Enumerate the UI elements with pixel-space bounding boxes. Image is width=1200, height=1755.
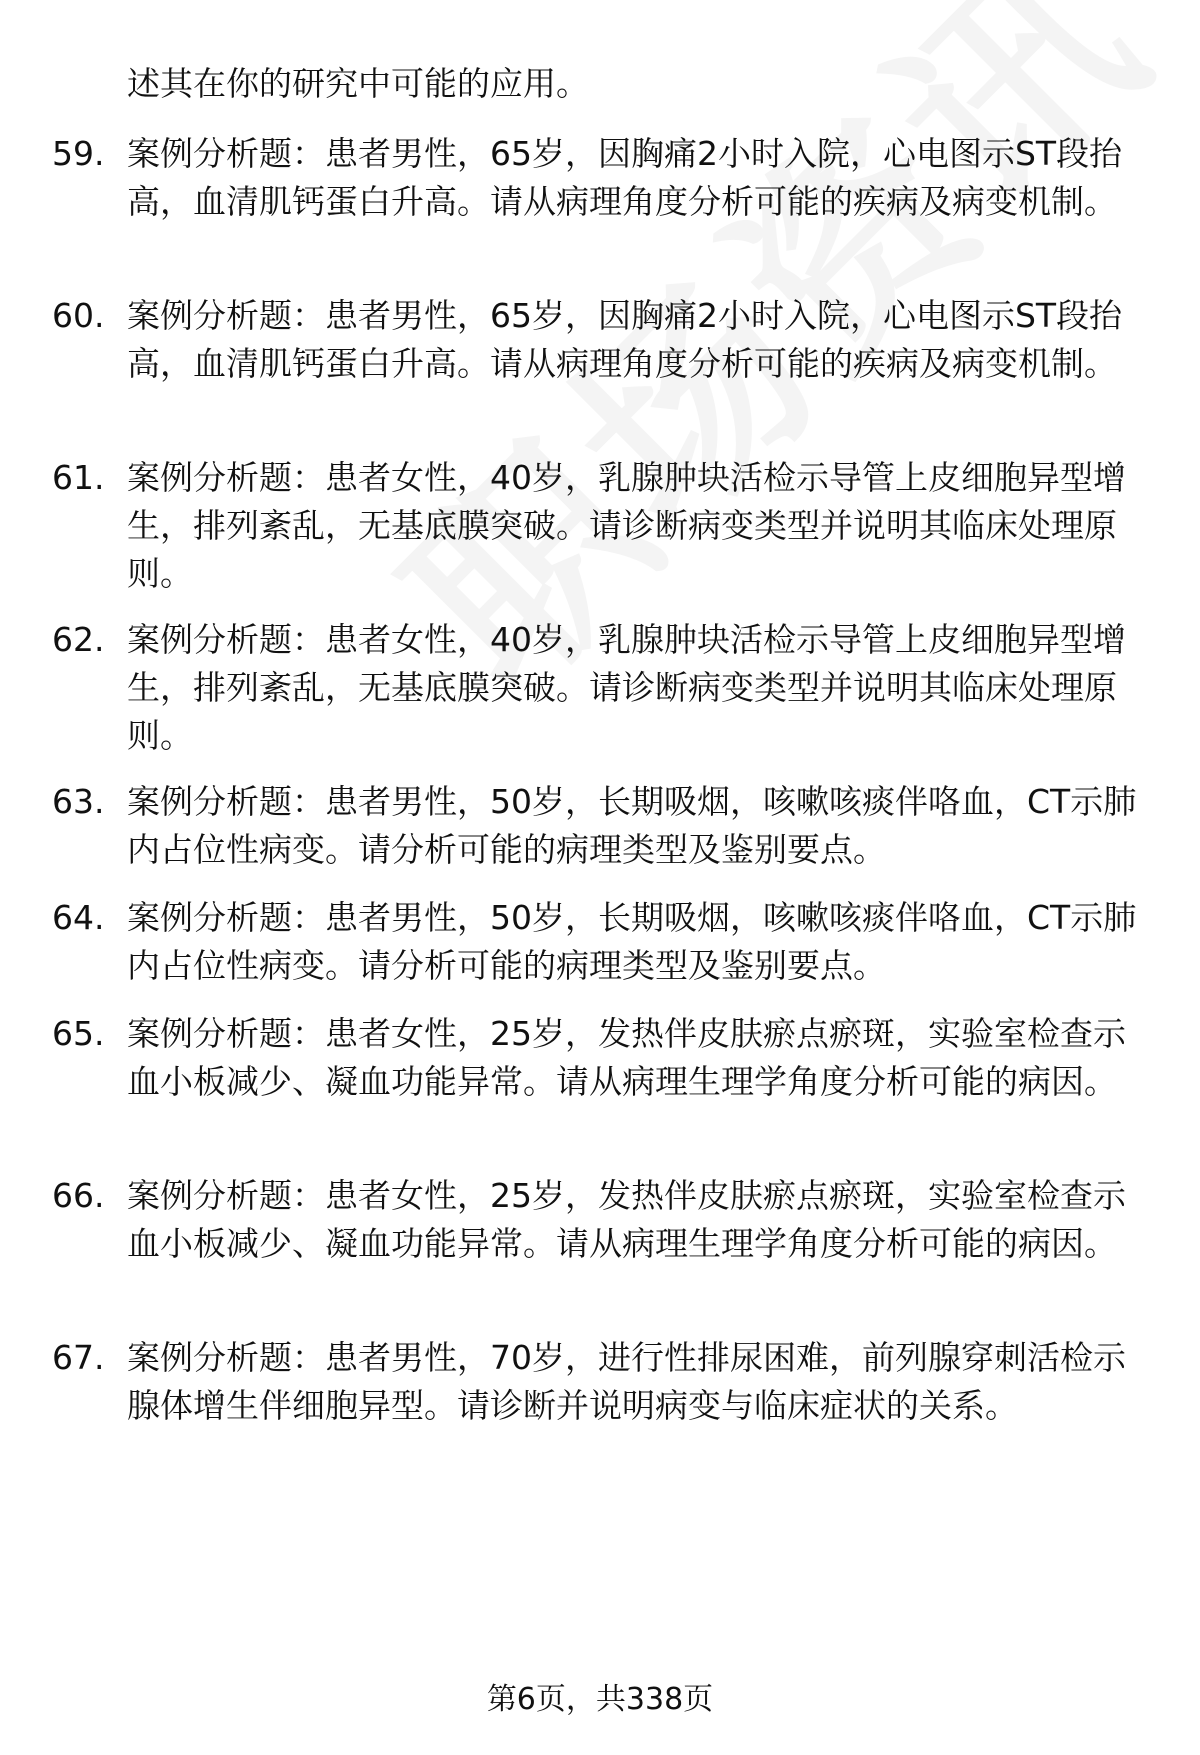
question-text: 案例分析题：患者女性，40岁，乳腺肿块活检示导管上皮细胞异型增生，排列紊乱，无基底膜突破。请诊断病变类型并说明其临床处理原则。	[127, 458, 1126, 593]
question-text: 案例分析题：患者男性，50岁，长期吸烟，咳嗽咳痰伴咯血，CT示肺内占位性病变。请分析可能的病理类型及鉴别要点。	[127, 898, 1137, 985]
question-number: 62.	[52, 620, 105, 659]
question-number: 65.	[52, 1014, 105, 1053]
question-text: 案例分析题：患者男性，70岁，进行性排尿困难，前列腺穿刺活检示腺体增生伴细胞异型。请诊断并说明病变与临床症状的关系。	[127, 1338, 1126, 1425]
question-number: 64.	[52, 898, 105, 937]
question-number: 60.	[52, 296, 105, 335]
question-number: 67.	[52, 1338, 105, 1377]
question-text: 案例分析题：患者女性，25岁，发热伴皮肤瘀点瘀斑，实验室检查示血小板减少、凝血功能异常。请从病理生理学角度分析可能的病因。	[127, 1014, 1126, 1101]
question-number: 63.	[52, 782, 105, 821]
question-number: 61.	[52, 458, 105, 497]
question-text: 案例分析题：患者男性，65岁，因胸痛2小时入院，心电图示ST段抬高，血清肌钙蛋白升高。请从病理角度分析可能的疾病及病变机制。	[127, 296, 1123, 383]
continuation-text: 述其在你的研究中可能的应用。	[127, 64, 589, 103]
question-text: 案例分析题：患者男性，65岁，因胸痛2小时入院，心电图示ST段抬高，血清肌钙蛋白升高。请从病理角度分析可能的疾病及病变机制。	[127, 134, 1123, 221]
question-text: 案例分析题：患者女性，40岁，乳腺肿块活检示导管上皮细胞异型增生，排列紊乱，无基底膜突破。请诊断病变类型并说明其临床处理原则。	[127, 620, 1126, 755]
page-footer: 第6页，共338页	[486, 1682, 714, 1717]
question-number: 59.	[52, 134, 105, 173]
question-text: 案例分析题：患者男性，50岁，长期吸烟，咳嗽咳痰伴咯血，CT示肺内占位性病变。请分析可能的病理类型及鉴别要点。	[127, 782, 1137, 869]
question-number: 66.	[52, 1176, 105, 1215]
question-text: 案例分析题：患者女性，25岁，发热伴皮肤瘀点瘀斑，实验室检查示血小板减少、凝血功能异常。请从病理生理学角度分析可能的病因。	[127, 1176, 1126, 1263]
